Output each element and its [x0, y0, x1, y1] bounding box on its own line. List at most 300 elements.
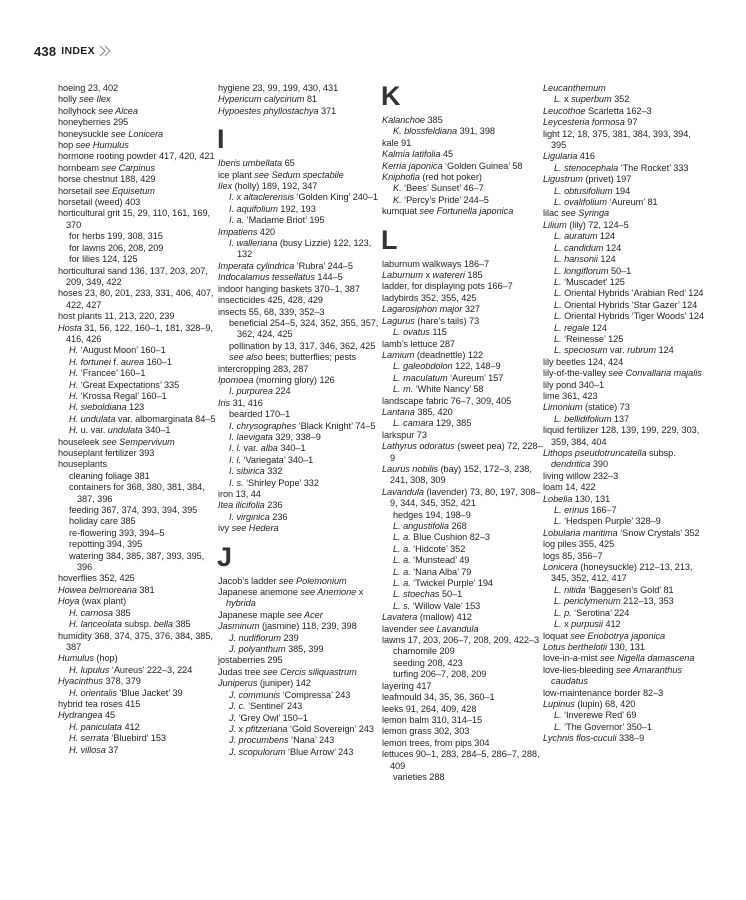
index-entry: [58, 311, 220, 322]
entry-text: Ipomoea: [218, 374, 254, 385]
entry-text: 123: [126, 402, 145, 413]
entry-text: Lupinus: [543, 698, 575, 709]
index-entry: [543, 174, 705, 185]
index-entry: [543, 220, 705, 231]
index-entry: [58, 585, 220, 596]
entry-text: ‘Hidcote’ 352: [410, 543, 466, 554]
entry-text: 124: [589, 322, 607, 333]
entry-text: L. ovalifolium: [554, 197, 607, 208]
entry-text: Lotus berthelotii: [543, 641, 608, 652]
entry-text: ‘Aureus’ 222–3, 224: [109, 664, 193, 675]
page-number: 438: [34, 43, 57, 59]
index-subentry: [543, 94, 705, 105]
entry-text: J. polyanthum: [229, 644, 286, 655]
entry-text: subsp.: [646, 448, 676, 458]
index-subentry: [543, 311, 705, 322]
entry-text: L. a.: [393, 532, 411, 543]
entry-text: Iris: [218, 397, 231, 408]
entry-text: ‘The Rocket’ 333: [618, 162, 689, 173]
index-entry: [58, 140, 220, 151]
index-subentry: [543, 608, 705, 619]
entry-text: L. periclymenum: [554, 596, 621, 607]
index-subentry: [543, 254, 705, 265]
index-entry: [58, 174, 220, 185]
entry-text: see Alcea: [98, 105, 138, 116]
entry-text: J. c.: [229, 701, 246, 712]
index-entry: [218, 621, 380, 632]
index-subentry: [382, 772, 544, 783]
entry-text: lavender: [382, 623, 420, 634]
entry-text: ‘Blue Jacket’ 39: [116, 687, 183, 698]
entry-text: (holly) 189, 192, 347: [232, 181, 318, 192]
entry-text: 97: [624, 117, 638, 128]
entry-text: ‘Hedspen Purple’ 328–9: [561, 516, 661, 527]
entry-text: ladybirds 352, 355, 425: [382, 292, 477, 303]
entry-text: landscape fabric 76–7, 309, 405: [382, 395, 512, 406]
entry-text: see Sedum spectabile: [254, 169, 344, 180]
entry-text: I. chrysographes: [229, 420, 297, 431]
entry-text: Ligustrum: [543, 174, 583, 185]
entry-text: ‘Rubra’ 244–5: [294, 260, 353, 271]
index-entry: [382, 430, 544, 441]
entry-text: see Eriobotrya japonica: [570, 630, 666, 641]
entry-text: L. a.: [393, 578, 411, 589]
index-entry: [382, 339, 544, 350]
entry-text: see Humulus: [75, 140, 129, 151]
entry-text: bella: [153, 619, 173, 630]
index-entry: [58, 631, 220, 654]
index-entry: [543, 208, 705, 219]
index-entry: [382, 407, 544, 418]
entry-text: for herbs 199, 308, 315: [69, 231, 163, 242]
entry-text: honeysuckle: [58, 128, 112, 139]
entry-text: watereri: [432, 270, 465, 281]
index-entry: [382, 350, 544, 361]
index-subentry: [218, 735, 380, 746]
entry-text: L.: [554, 619, 562, 630]
index-entry: [58, 129, 220, 140]
index-entry: [218, 284, 380, 295]
entry-text: seeding 208, 423: [393, 657, 463, 668]
entry-text: laburnum walkways 186–7: [382, 258, 490, 269]
index-subentry: [58, 231, 220, 242]
index-subentry: [382, 521, 544, 532]
index-entry: [382, 293, 544, 304]
entry-text: 31, 416: [230, 397, 263, 408]
index-entry: [543, 357, 705, 368]
entry-text: see Fortunella japonica: [419, 206, 514, 217]
entry-text: iron 13, 44: [218, 489, 261, 499]
index-subentry: [382, 327, 544, 338]
entry-text: repotting 394, 395: [69, 539, 143, 550]
entry-text: (hop): [93, 653, 118, 664]
entry-text: L. regale: [554, 322, 590, 333]
entry-text: aurea: [120, 356, 145, 367]
entry-text: 31, 56, 122, 160–1, 181, 328–9, 416, 426: [66, 322, 213, 344]
index-subentry: [543, 334, 705, 345]
index-subentry: [218, 644, 380, 655]
entry-text: love-lies-bleeding: [543, 664, 617, 675]
index-entry: [543, 106, 705, 117]
entry-text: Hoya: [58, 596, 80, 607]
entry-text: 194: [612, 185, 631, 196]
entry-text: ‘Golden King’ 240–1: [294, 192, 378, 203]
index-entry: [218, 667, 380, 678]
entry-text: I. sibirica: [229, 466, 265, 477]
index-entry: [218, 170, 380, 181]
entry-text: 390: [590, 459, 609, 470]
index-entry: [382, 281, 544, 292]
entry-text: K.: [393, 183, 402, 194]
entry-text: 224: [272, 386, 291, 397]
entry-text: Lonicera: [543, 562, 578, 573]
entry-text: horsetail: [58, 185, 95, 196]
entry-text: L.: [554, 288, 562, 299]
entry-text: L.: [554, 311, 562, 322]
entry-text: Judas tree: [218, 666, 263, 677]
index-entry: [382, 149, 544, 160]
entry-text: see Lavandula: [419, 623, 479, 634]
entry-text: Oriental Hybrids ‘Star Gazer’ 124: [561, 299, 698, 310]
entry-text: x: [236, 723, 246, 734]
entry-text: 122, 148–9: [452, 361, 501, 372]
index-entry: [218, 181, 380, 192]
entry-text: re-flowering 393, 394–5: [69, 527, 165, 538]
entry-text: L. longiflorum: [554, 265, 609, 276]
index-entry: [58, 573, 220, 584]
entry-text: light 12, 18, 375, 381, 384, 393, 394, 395: [543, 128, 691, 151]
index-entry: [382, 172, 544, 183]
entry-text: subsp.: [121, 619, 154, 630]
entry-text: Hypericum calycinum: [218, 94, 305, 105]
index-subentry: [58, 688, 220, 699]
index-subentry: [58, 368, 220, 379]
entry-text: ‘Sentinel’ 243: [245, 701, 303, 712]
entry-text: ‘Inverewe Red’ 69: [561, 710, 637, 721]
entry-text: 385, 420: [414, 406, 453, 417]
entry-text: (bay) 152, 172–3, 238, 241, 308, 309: [390, 463, 532, 486]
index-entry: [58, 151, 220, 162]
index-subentry: [218, 690, 380, 701]
entry-text: 412: [602, 619, 621, 630]
index-subentry: [543, 596, 705, 607]
index-entry: [218, 272, 380, 283]
entry-text: 329, 338–9: [272, 431, 321, 442]
entry-text: see Carpinus: [101, 162, 156, 173]
entry-text: for lilies 124, 125: [69, 254, 138, 265]
index-subentry: [382, 418, 544, 429]
index-subentry: [382, 361, 544, 372]
entry-text: Lathyrus odoratus: [382, 441, 455, 452]
index-entry: [382, 464, 544, 487]
entry-text: L. hansonii: [554, 254, 598, 265]
index-entry: [58, 266, 220, 289]
index-entry: [543, 494, 705, 505]
entry-text: J.: [229, 712, 237, 723]
entry-text: altaclerensis: [243, 192, 294, 203]
entry-text: 378, 379: [102, 676, 141, 687]
entry-text: L. a.: [393, 555, 411, 566]
double-chevron-icon: [99, 45, 113, 57]
entry-text: Howea belmoreana: [58, 584, 137, 595]
index-subentry: [382, 126, 544, 137]
entry-text: 192, 193: [277, 203, 316, 214]
entry-text: I. aquifolium: [229, 203, 278, 214]
entry-text: Laurus nobilis: [382, 463, 438, 474]
index-entry: [382, 681, 544, 692]
entry-text: Oriental Hybrids ‘Arabian Red’ 124: [561, 288, 704, 299]
index-subentry: [382, 601, 544, 612]
entry-text: (mallow) 412: [417, 612, 472, 623]
entry-text: H.: [69, 425, 79, 436]
index-entry: [382, 749, 544, 772]
index-entry: [382, 270, 544, 281]
index-entry: [58, 653, 220, 664]
entry-text: Hydrangea: [58, 710, 103, 721]
index-entry: [382, 316, 544, 327]
index-entry: [58, 459, 220, 470]
index-entry: [382, 138, 544, 149]
entry-text: I. a.: [229, 215, 245, 226]
entry-text: (morning glory) 126: [253, 374, 335, 385]
index-entry: [543, 733, 705, 744]
entry-text: cleaning foliage 381: [69, 470, 150, 481]
entry-text: Jasminum: [218, 621, 260, 632]
index-entry: [218, 678, 380, 689]
index-entry: [58, 676, 220, 687]
index-entry: [382, 487, 544, 510]
entry-text: houseplants: [58, 459, 107, 470]
entry-text: ‘Munstead’ 49: [410, 555, 470, 566]
entry-text: Indocalamus tessellatus: [218, 272, 315, 283]
entry-text: lemon trees, from pips 304: [382, 737, 490, 748]
index-entry: [543, 402, 705, 413]
index-subentry: [382, 646, 544, 657]
entry-text: 236: [264, 500, 283, 511]
entry-text: (sweet pea) 72, 228–9: [390, 441, 543, 463]
entry-text: u. var.: [78, 425, 108, 436]
entry-text: I. virginica: [229, 511, 270, 522]
entry-text: H. fortunei: [69, 356, 111, 367]
index-subentry: [218, 238, 380, 261]
entry-text: I.: [229, 192, 235, 203]
entry-text: L. ovatus: [393, 327, 430, 338]
entry-text: lily beetles 124, 424: [543, 356, 624, 367]
entry-text: ‘The Governor’ 350–1: [561, 721, 652, 732]
index-entry: [382, 624, 544, 635]
entry-text: see also: [229, 352, 263, 363]
index-entry: [543, 391, 705, 402]
entry-text: 124: [655, 345, 674, 356]
entry-text: 236: [269, 511, 288, 522]
entry-text: Iberis umbellata: [218, 158, 283, 169]
entry-text: lilac: [543, 208, 562, 219]
index-entry: [543, 482, 705, 493]
entry-text: lime 361, 423: [543, 390, 598, 401]
entry-text: pollination by 13, 317, 346, 362, 425: [229, 340, 376, 351]
entry-text: ‘Krossa Regal’ 160–1: [78, 390, 167, 401]
entry-text: Juniperus: [218, 678, 258, 689]
entry-text: hoeing 23, 402: [58, 83, 119, 93]
entry-text: L. stoechas: [393, 589, 440, 600]
entry-text: Lavandula: [382, 486, 424, 497]
index-subentry: [58, 619, 220, 630]
index-entry: [382, 259, 544, 270]
entry-text: (lupin) 68, 420: [574, 698, 636, 709]
entry-text: 45: [102, 710, 116, 721]
entry-text: L.: [554, 710, 562, 721]
index-entry: [382, 715, 544, 726]
index-entry: [58, 197, 220, 208]
entry-text: hollyhock: [58, 105, 99, 116]
entry-text: for lawns 206, 208, 209: [69, 242, 164, 253]
index-subentry: [543, 516, 705, 527]
entry-text: Lamium: [382, 349, 415, 360]
entry-text: L. s.: [393, 600, 411, 611]
entry-text: indoor hanging baskets 370–1, 387: [218, 283, 360, 294]
entry-text: I. laevigata: [229, 431, 273, 442]
entry-text: 212–13, 353: [620, 596, 674, 607]
index-subentry: [58, 345, 220, 356]
index-entry: [58, 163, 220, 174]
entry-text: Lavatera: [382, 612, 418, 623]
index-subentry: [543, 243, 705, 254]
entry-text: H. undulata: [69, 413, 116, 424]
index-entry: [543, 665, 705, 688]
entry-text: ‘Gold Sovereign’ 243: [287, 723, 374, 734]
index-subentry: [543, 266, 705, 277]
entry-text: 420: [257, 226, 276, 237]
entry-text: (lily) 72, 124–5: [566, 219, 629, 230]
entry-text: liquid fertilizer 128, 139, 199, 229, 303, 359, 384, 404: [543, 425, 700, 447]
entry-text: L. candidum: [554, 242, 604, 253]
entry-text: L.: [554, 276, 562, 287]
index-subentry: [382, 589, 544, 600]
entry-text: H. orientalis: [69, 687, 117, 698]
entry-text: dendritica: [551, 459, 591, 470]
index-column-3: [382, 83, 544, 783]
entry-text: Imperata cylindrica: [218, 260, 295, 271]
index-entry: [218, 158, 380, 169]
index-entry: [543, 151, 705, 162]
index-subentry: [58, 665, 220, 676]
index-entry: [543, 551, 705, 562]
entry-text: honeyberries 295: [58, 117, 129, 128]
entry-text: Lilium: [543, 219, 567, 230]
entry-text: see Cercis siliquastrum: [262, 666, 357, 677]
index-entry: [218, 364, 380, 375]
index-entry: [58, 437, 220, 448]
entry-text: (privet) 197: [582, 174, 632, 185]
entry-text: H. sieboldiana: [69, 402, 127, 413]
entry-text: H. paniculata: [69, 721, 122, 732]
entry-text: Kalmia latifolia: [382, 149, 441, 160]
entry-text: 327: [462, 304, 480, 315]
entry-text: 340–1: [277, 443, 306, 454]
index-subentry: [58, 254, 220, 265]
entry-text: H.: [69, 379, 79, 390]
index-entry: [382, 441, 544, 464]
entry-text: L. maculatum: [393, 372, 448, 383]
entry-text: 338–9: [616, 733, 645, 744]
entry-text: 144–5: [314, 272, 343, 283]
entry-text: I. l.: [229, 443, 242, 454]
entry-text: ‘Baggesen’s Gold’ 81: [585, 584, 674, 595]
entry-text: ‘Blue Arrow’ 243: [285, 746, 354, 757]
entry-text: humidity 368, 374, 375, 376, 384, 385, 387: [58, 630, 213, 652]
entry-text: layering 417: [382, 680, 432, 691]
entry-text: L. camara: [393, 418, 434, 429]
index-column-4: [543, 83, 705, 745]
entry-text: 385, 399: [285, 644, 324, 655]
entry-text: K. blossfeldiana: [393, 126, 458, 137]
entry-text: holiday care 385: [69, 516, 136, 527]
entry-text: see Hedera: [231, 523, 279, 534]
index-entry: [218, 295, 380, 306]
entry-text: L.: [554, 333, 562, 344]
index-subentry: [543, 163, 705, 174]
entry-text: ‘Bees’ Sunset’ 46–7: [401, 183, 484, 194]
index-subentry: [218, 215, 380, 226]
entry-text: lily pond 340–1: [543, 379, 605, 390]
index-subentry: [218, 633, 380, 644]
index-subentry: [58, 528, 220, 539]
entry-text: 185: [464, 270, 483, 281]
entry-text: 332: [264, 466, 283, 477]
entry-text: larkspur 73: [382, 429, 427, 440]
entry-text: 340–1: [142, 425, 171, 436]
entry-text: 137: [611, 413, 630, 424]
entry-text: Limonium: [543, 402, 583, 413]
entry-text: see Sempervivum: [101, 436, 175, 447]
entry-text: lemon grass 302, 303: [382, 726, 470, 737]
index-subentry: [58, 505, 220, 516]
entry-text: 129, 385: [433, 418, 472, 429]
index-subentry: [543, 197, 705, 208]
entry-text: turfing 206–7, 208, 209: [393, 669, 487, 680]
entry-text: hybrid tea roses 415: [58, 698, 141, 709]
entry-text: (red hot poker): [419, 172, 482, 183]
entry-text: purpusii: [571, 619, 603, 630]
entry-text: 50–1: [608, 265, 632, 276]
entry-text: Leycesteria formosa: [543, 117, 625, 128]
entry-text: see Anemone: [300, 587, 357, 598]
entry-text: J. procumbens: [229, 735, 289, 746]
index-subentry: [58, 357, 220, 368]
entry-text: L. stenocephala: [554, 162, 619, 173]
index-entry: [218, 375, 380, 386]
index-entry: [543, 129, 705, 152]
index-entry: [543, 425, 705, 448]
index-entry: [218, 83, 380, 94]
index-subentry: [218, 713, 380, 724]
entry-text: ‘Francee’ 160–1: [78, 368, 146, 379]
index-subentry: [218, 421, 380, 432]
index-subentry: [218, 192, 380, 203]
entry-text: insects 55, 68, 339, 352–3: [218, 306, 325, 317]
index-entry: [543, 562, 705, 585]
entry-text: ‘Aureum’ 81: [606, 197, 658, 208]
entry-text: L. p.: [554, 607, 572, 618]
entry-text: holly: [58, 94, 80, 105]
index-entry: [543, 83, 705, 94]
entry-text: hormone rooting powder 417, 420, 421: [58, 151, 215, 162]
entry-text: host plants 11, 213, 220, 239: [58, 311, 175, 322]
index-subentry: [218, 747, 380, 758]
index-subentry: [218, 443, 380, 454]
entry-text: Leucothoe: [543, 105, 586, 116]
entry-text: beneficial 254–5, 324, 352, 355, 357, 362, 424, 425: [229, 317, 379, 340]
